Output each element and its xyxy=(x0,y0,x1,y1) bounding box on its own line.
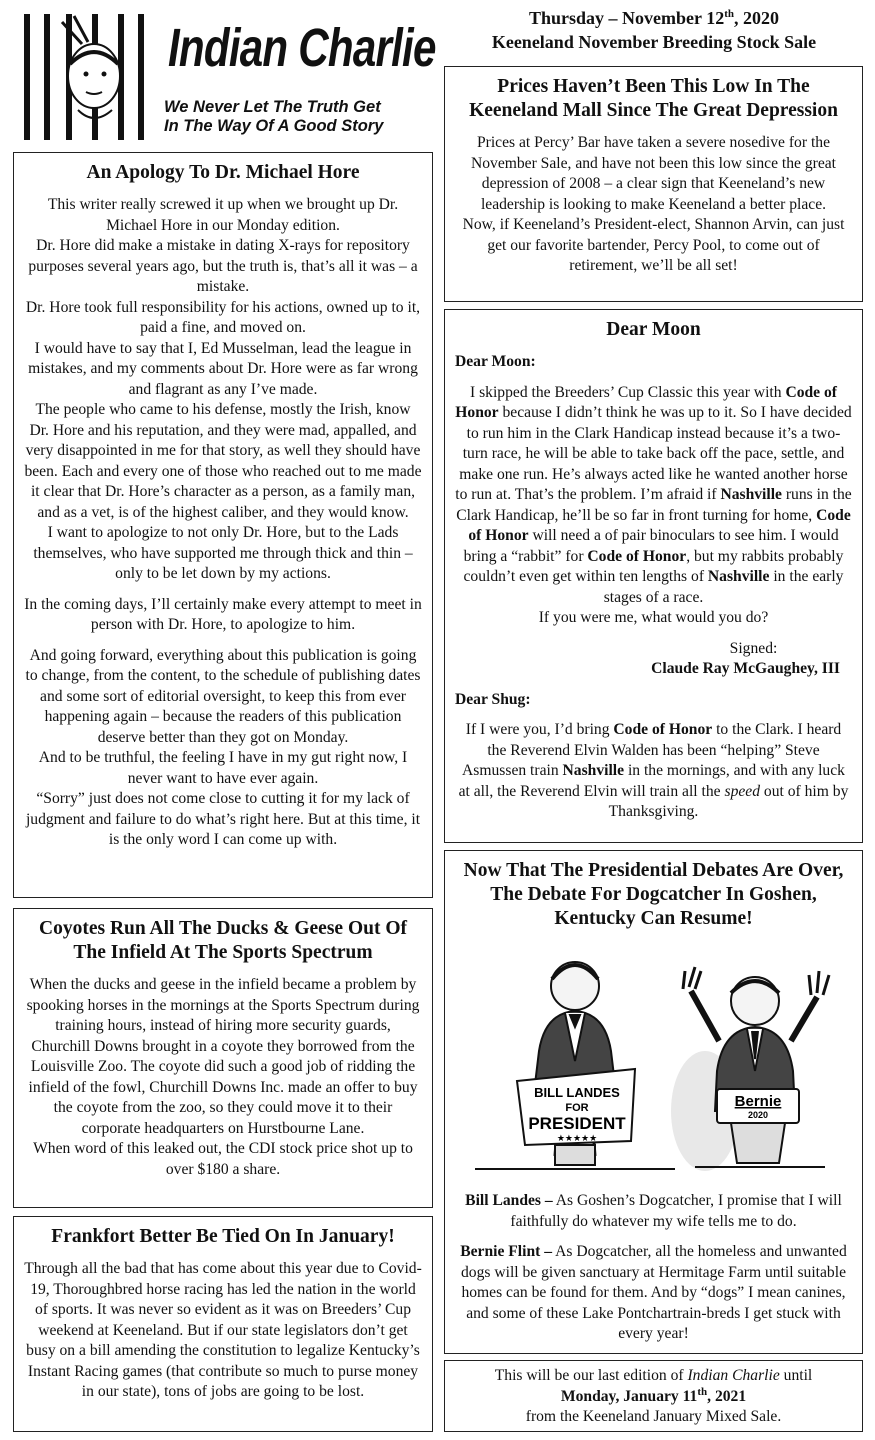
signer-name: Claude Ray McGaughey, III xyxy=(651,660,840,677)
sign-text: Bernie xyxy=(734,1093,782,1110)
logo-jail-bars-icon xyxy=(22,14,146,140)
letter-body: I skipped the Breeders’ Cup Classic this year with Code of Honor because I didn’t think he was up to it. So I have decided to run him in the Clark Handicap instead because it’s a two-turn race, he will be able to take back off the pace, settle, and make one run. He’s always acted like he wanted another horse to run at. That’s the problem. I’m afraid if Nashville runs in the Clark Handicap, he’ll be so far in front turning for home, Code of Honor will need a of pair binoculars to see him. I would bring a “rabbit” for Code of Honor, but my rabbits probably couldn’t even get within ten lengths of Nashville in the early stages of a race. xyxy=(455,383,852,606)
paragraph: I would have to say that I, Ed Musselman, lead the league in mistakes, and my comments about Dr. Hore were as far wrong and flagrant as any I’ve made. xyxy=(28,339,418,398)
frankfort-article xyxy=(13,1216,433,1432)
masthead-tagline xyxy=(164,98,383,136)
article-heading: Frankfort Better Be Tied On In January! xyxy=(51,1226,395,1247)
closing-line: This will be our last edition of Indian Charlie until xyxy=(494,1367,813,1384)
closing-date: Monday, January 11th, 2021 xyxy=(560,1385,747,1405)
dateline xyxy=(445,6,863,54)
article-heading: An Apology To Dr. Michael Hore xyxy=(86,162,360,183)
event-name: Keeneland November Breeding Stock Sale xyxy=(491,32,817,52)
cartoon-illustration xyxy=(455,941,852,1181)
reply-salutation: Dear Shug: xyxy=(455,690,531,708)
paragraph: The people who came to his defense, mostly the Irish, know Dr. Hore and his reputation, and they were mad, appalled, and very disappointed in me for that story, as well they should have been. Each and every one of those who reached out to me made it clear that Dr. Hore’s character as a person, as a family man, and as a vet, is of the highest caliber, and they would know. xyxy=(24,401,422,521)
sign-stars: ★★★★★ xyxy=(556,1134,598,1144)
article-heading: Prices Haven’t Been This Low In The Keeneland Mall Since The Great Depression xyxy=(469,76,838,121)
coyotes-article xyxy=(13,908,433,1208)
dear-moon-article xyxy=(444,309,863,843)
paragraph: Now, if Keeneland’s President-elect, Shannon Arvin, can just get our favorite bartender, Percy Pool, to come out of retirement, we’ll be all set! xyxy=(462,216,845,274)
apology-article xyxy=(13,152,433,898)
paragraph: When the ducks and geese in the infield became a problem by spooking horses in the mornings at the Sports Spectrum during training hours, instead of hiring more security guards, Churchill Downs brought in a coyote they borrowed from the Louisville Zoo. The coyote did such a good job of ridding the infield of the fowl, Churchill Downs Inc. made an offer to buy the coyote from the zoo, so they could move it to their corporate headquarters on Hurstbourne Lane. xyxy=(26,976,420,1137)
article-heading: Now That The Presidential Debates Are Over, The Debate For Dogcatcher In Goshen, Kentucky Can Resume! xyxy=(463,860,844,929)
sign-text: FOR xyxy=(565,1102,589,1114)
tagline-line: In The Way Of A Good Story xyxy=(164,117,384,135)
paragraph: When word of this leaked out, the CDI stock price shot up to over $180 a share. xyxy=(33,1140,413,1178)
letter-question: If you were me, what would you do? xyxy=(538,609,769,626)
debate-article xyxy=(444,850,863,1354)
closing-line: from the Keeneland January Mixed Sale. xyxy=(525,1408,782,1425)
paragraph: And to be truthful, the feeling I have in my gut right now, I never want to have ever again. xyxy=(38,749,408,787)
article-heading: Dear Moon xyxy=(606,319,701,340)
paragraph: This writer really screwed it up when we brought up Dr. Michael Hore in our Monday edition. xyxy=(47,196,399,234)
signed-label: Signed: xyxy=(729,639,778,657)
reply-body: If I were you, I’d bring Code of Honor to the Clark. I heard the Reverend Elvin Walden has been “helping” Steve Asmussen train Nashville in the mornings, and with any luck at all, the Reverend Elvin will train all the speed out of him by Thanksgiving. xyxy=(458,721,849,820)
masthead-title: Indian Charlie xyxy=(168,18,436,78)
tagline-line: We Never Let The Truth Get xyxy=(164,98,381,116)
candidate-quote: Bernie Flint – As Dogcatcher, all the homeless and unwanted dogs will be given sanctuary at Hermitage Farm until suitable homes can be found for them. And by “dogs” I mean canines, and some of these Lake Pontchartrain-breds I get stuck with every year! xyxy=(460,1243,847,1342)
prices-article xyxy=(444,66,863,302)
paragraph: Dr. Hore did make a mistake in dating X-rays for repository purposes several years ago, but the truth is, that’s all it was – a mistake. xyxy=(28,237,418,295)
sign-text: PRESIDENT xyxy=(528,1114,626,1133)
salutation: Dear Moon: xyxy=(455,353,536,370)
closing-note xyxy=(444,1360,863,1432)
masthead xyxy=(22,8,442,140)
issue-date: Thursday – November 12th, 2020 xyxy=(529,8,779,28)
paragraph: Prices at Percy’ Bar have taken a severe nosedive for the November Sale, and have not been this low since the great depression of 2008 – a clear sign that Keeneland’s new leadership is looking to make Keeneland a better place. xyxy=(470,134,837,213)
paragraph: And going forward, everything about this publication is going to change, from the content, to the schedule of publishing dates and some sort of editorial oversight, to keep this from ever happening again – because the readers of this publication deserve better than they got on Monday. xyxy=(25,646,421,746)
paragraph: Through all the bad that has come about this year due to Covid-19, Thoroughbred horse racing has led the nation in the world of sports. It was never so evident as it was on Breeders’ Cup weekend at Keeneland. But if our state legislators don’t get busy on a bill amending the constitution to legalize Kentucky’s Instant Racing games (that contribute so much to purse money in our state), tons of jobs are going to be lost. xyxy=(24,1260,422,1400)
paragraph: “Sorry” just does not come close to cutting it for my lack of judgment and failure to do what’s right here. But at this time, it is the only word I can come up with. xyxy=(25,790,421,848)
sign-text: BILL LANDES xyxy=(534,1085,620,1100)
paragraph: In the coming days, I’ll certainly make every attempt to meet in person with Dr. Hore, to apologize to him. xyxy=(24,595,422,633)
sign-text: 2020 xyxy=(747,1110,769,1120)
article-heading: Coyotes Run All The Ducks & Geese Out Of The Infield At The Sports Spectrum xyxy=(39,918,407,963)
paragraph: I want to apologize to not only Dr. Hore, but to the Lads themselves, who have supported me through thick and thin – only to be let down by my actions. xyxy=(33,524,413,582)
candidate-quote: Bill Landes – As Goshen’s Dogcatcher, I promise that I will faithfully do whatever my wife tells me to do. xyxy=(465,1192,842,1230)
paragraph: Dr. Hore took full responsibility for his actions, owned up to it, paid a fine, and moved on. xyxy=(25,298,421,336)
